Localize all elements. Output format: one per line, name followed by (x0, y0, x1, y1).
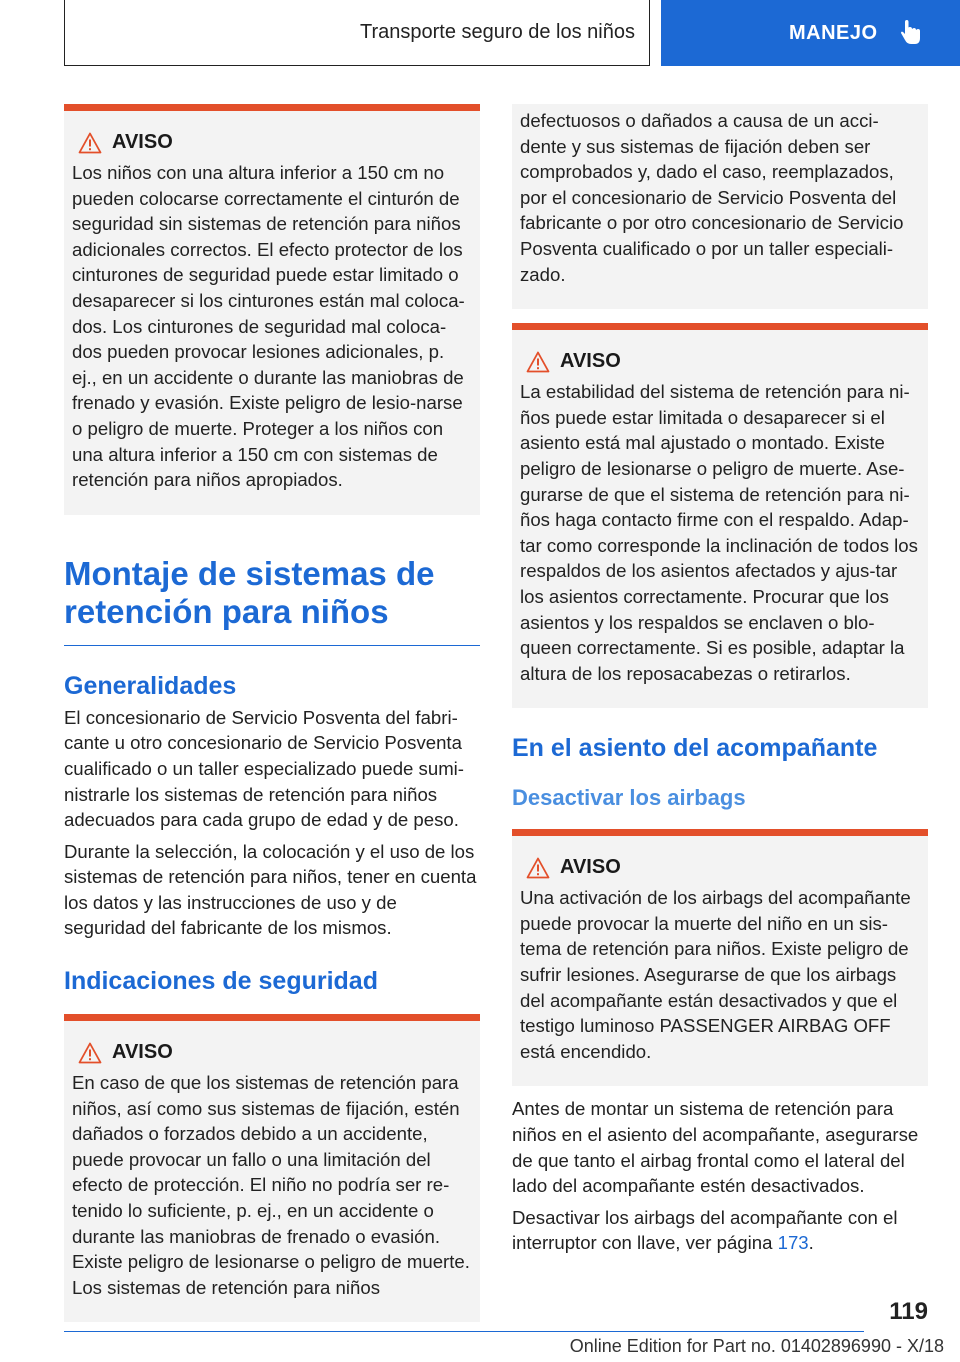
section-heading: Montaje de sistemas de retención para niños (64, 554, 435, 630)
paragraph: Antes de montar un sistema de retención para niños en el asiento del acompañante, asegurarse de que tanto el airbag frontal como el lateral del lado del acompañante estén desactivados. (512, 1098, 919, 1197)
warning-box (64, 1014, 480, 1322)
paragraph: Durante la selección, la colocación y el uso de los sistemas de retención para niños, tener en cuenta los datos y las instrucciones de uso y de seguridad del fabricante de los mismos. (64, 840, 477, 939)
warning-text: La estabilidad del sistema de retención para ni‐ños puede estar limitada o desaparecer si el asiento está mal ajustado o montado. Existe peligro de lesionarse o peligro de muerte. Ase‐gurarse de que el sistema de retención para ni‐ños haga contacto firme con el respaldo. Adap‐tar como corresponde la inclinación de todos los respaldos de los asientos afectados y ajus‐tar los asientos correctamente. Procurar que los asientos y los respaldos se enclaven o blo‐queen correctamente. Si es posible, adaptar la altura de los reposacabezas o retirarlos. (520, 381, 918, 684)
subsection-heading: En el asiento del acompañante (512, 734, 878, 763)
header-chapter-tab[interactable] (661, 0, 960, 66)
warning-triangle-icon (526, 351, 550, 373)
footer-edition: Online Edition for Part no. 01402896990 - X/18 (569, 1336, 944, 1356)
hand-pointer-icon (900, 20, 922, 46)
warning-box-continued (512, 104, 928, 309)
warning-triangle-icon (78, 1042, 102, 1064)
warning-triangle-icon (78, 132, 102, 154)
warning-title: AVISO (560, 350, 621, 373)
page-reference-link[interactable]: 173 (777, 1232, 809, 1254)
subsection-heading: Generalidades (64, 671, 237, 700)
paragraph-end: . (808, 1232, 814, 1254)
warning-title: AVISO (560, 856, 621, 879)
warning-box (512, 323, 928, 708)
right-column (512, 104, 928, 1262)
warning-title: AVISO (112, 131, 173, 153)
subsubsection-heading: Desactivar los airbags (512, 785, 746, 811)
paragraph: El concesionario de Servicio Posventa del fabri‐cante u otro concesionario de Servicio Posventa cualificado o un taller especializado puede sumi‐nistrarle los sistemas de retención para niños adecuados para cada grupo de edad y de peso. (64, 706, 465, 831)
warning-box (512, 829, 928, 1086)
section-title: Transporte seguro de los niños (360, 21, 635, 43)
header-section-box (64, 0, 650, 66)
footer-divider (64, 1331, 864, 1332)
heading-divider (64, 645, 480, 646)
warning-text: Los niños con una altura inferior a 150 cm no pueden colocarse correctamente el cinturón de seguridad sin sistemas de retención para niños adicionales correctos. El efecto protector de los cinturones de seguridad puede estar limitado o desaparecer si los cinturones están mal coloca‐dos. Los cinturones de seguridad mal coloca‐dos pueden provocar lesiones adicionales, p. ej., en un accidente o durante las maniobras de frenado y evasión. Existe peligro de lesio‐narse o peligro de muerte. Proteger a los niños con una altura inferior a 150 cm con sistemas de retención para niños apropiados. (72, 162, 465, 491)
warning-title: AVISO (112, 1041, 173, 1064)
page-number: 119 (889, 1298, 928, 1325)
subsection-heading: Indicaciones de seguridad (64, 967, 378, 996)
warning-text: En caso de que los sistemas de retención para niños, así como sus sistemas de fijación, estén dañados o forzados debido a un accidente, puede provocar un fallo o una limitación del efecto de protección. El niño no podría ser re‐tenido lo suficiente, p. ej., en un accidente o durante las maniobras de frenado o evasión. Existe peligro de lesionarse o peligro de muerte. Los sistemas de retención para niños (72, 1072, 470, 1298)
paragraph-with-link (512, 1205, 928, 1256)
left-column (64, 104, 480, 1322)
warning-text: Una activación de los airbags del acompañante puede provocar la muerte del niño en un sis‐tema de retención para niños. Existe peligro de sufrir lesiones. Asegurarse de que los airbags del acompañante están desactivados y que el testigo luminoso PASSENGER AIRBAG OFF está encendido. (520, 887, 911, 1062)
warning-triangle-icon (526, 857, 550, 879)
chapter-label: MANEJO (789, 21, 878, 44)
warning-box (64, 104, 480, 515)
warning-text: defectuosos o dañados a causa de un acci‐dente y sus sistemas de fijación deben ser comprobados y, dado el caso, reemplazados, por el concesionario de Servicio Posventa del fabricante o por otro concesionario de Servicio Posventa cualificado o por un taller especiali‐zado. (520, 110, 904, 285)
paragraph-text: Desactivar los airbags del acompañante con el interruptor con llave, ver página (512, 1206, 898, 1254)
